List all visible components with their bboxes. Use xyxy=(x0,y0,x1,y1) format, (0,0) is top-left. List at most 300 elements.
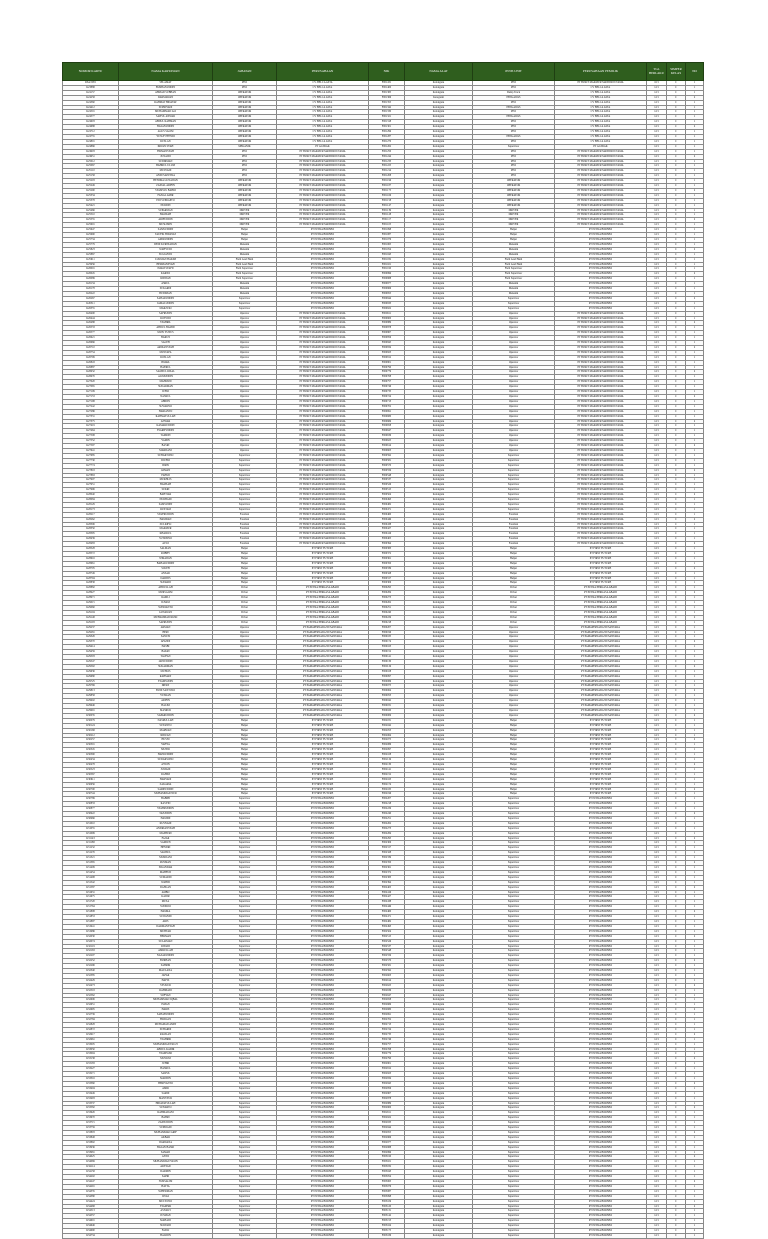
table-cell: C xyxy=(667,630,686,635)
table-cell: C xyxy=(667,115,686,120)
table-cell: F002933 xyxy=(369,1121,405,1126)
table-cell: K32961 xyxy=(63,1037,119,1042)
table-cell: K33005 xyxy=(63,1042,119,1047)
table-cell: C xyxy=(667,841,686,846)
table-cell: 12/1 xyxy=(647,1155,667,1160)
table-cell: PT PUTRA BORNEO xyxy=(555,826,647,831)
table-cell: PENGAWAS xyxy=(473,115,555,120)
table-cell: Supervisor xyxy=(213,1130,277,1135)
table-cell: F003186 xyxy=(369,1233,405,1238)
table-cell: PT PUTRA PERKASA ABADI xyxy=(555,596,647,601)
table-cell: C xyxy=(667,1184,686,1189)
table-cell: RSA 0081 xyxy=(63,81,119,86)
table-cell: 12/1 xyxy=(647,444,667,449)
table-cell: C xyxy=(667,880,686,885)
table-cell: Supervisor xyxy=(473,463,555,468)
table-cell: Operator xyxy=(213,664,277,669)
table-cell: MAHADI xyxy=(119,1219,213,1224)
table-cell: 1 xyxy=(686,792,704,797)
table-cell: C xyxy=(667,1052,686,1057)
table-row xyxy=(63,130,704,135)
table-cell: C xyxy=(667,355,686,360)
table-cell: K33449 xyxy=(63,1091,119,1096)
table-cell: Operator xyxy=(213,669,277,674)
table-cell: Operator xyxy=(213,375,277,380)
table-cell: C xyxy=(667,85,686,90)
table-cell: PT PUTRA BORNEO xyxy=(277,797,369,802)
table-cell: AMBO xyxy=(119,890,213,895)
table-cell: MUSA xyxy=(119,900,213,905)
table-cell: Kalonganu xyxy=(405,311,473,316)
table-cell: PT PUTRA BORNEO xyxy=(277,287,369,292)
table-cell: MUSLIM xyxy=(119,1057,213,1062)
table-cell: Kalonganu xyxy=(405,527,473,532)
table-cell: Kalonganu xyxy=(405,1013,473,1018)
table-cell: C xyxy=(667,934,686,939)
table-cell: 12/1 xyxy=(647,699,667,704)
table-cell: 1 xyxy=(686,866,704,871)
table-cell: 1 xyxy=(686,149,704,154)
table-row xyxy=(63,689,704,694)
table-cell: 1 xyxy=(686,120,704,125)
table-cell: C xyxy=(667,998,686,1003)
table-cell: Kalonganu xyxy=(405,223,473,228)
table-cell: PT FIRST FUTURE xyxy=(555,566,647,571)
table-cell: SULAIMAN xyxy=(119,939,213,944)
table-cell: JAMALUDDIN xyxy=(119,301,213,306)
table-cell: Operator xyxy=(213,699,277,704)
table-cell: 12/1 xyxy=(647,493,667,498)
table-cell: 1 xyxy=(686,1140,704,1145)
table-cell: 1 xyxy=(686,375,704,380)
table-cell: F002097 xyxy=(369,748,405,753)
table-cell: C xyxy=(667,1018,686,1023)
table-cell: PT PAMAPERSADA NUSANTARA xyxy=(277,689,369,694)
table-cell: Kalonganu xyxy=(405,669,473,674)
table-cell: 12/1 xyxy=(647,547,667,552)
table-cell: Supervisor xyxy=(473,1067,555,1072)
table-cell: DEDI KURNIAWAN xyxy=(119,242,213,247)
table-cell: MUNIR xyxy=(119,748,213,753)
table-cell: 1 xyxy=(686,179,704,184)
table-cell: K28262 xyxy=(63,517,119,522)
table-cell: C xyxy=(667,674,686,679)
table-cell: 1 xyxy=(686,605,704,610)
table-cell: F003065 xyxy=(369,1180,405,1185)
table-cell: Supervisor xyxy=(473,493,555,498)
table-cell: CV BELCA ASTA xyxy=(555,134,647,139)
table-cell: PT BUKIT MAKMUR MANDIRI UTAMA xyxy=(555,463,647,468)
table-cell: 1 xyxy=(686,1209,704,1214)
table-cell: Kalonganu xyxy=(405,532,473,537)
table-cell: 12/1 xyxy=(647,434,667,439)
table-cell: Kalonganu xyxy=(405,316,473,321)
table-cell: PT BUKIT MAKMUR MANDIRI UTAMA xyxy=(277,429,369,434)
table-cell: ANSAR xyxy=(119,571,213,576)
table-cell: Helper xyxy=(213,233,277,238)
table-cell: 1 xyxy=(686,1111,704,1116)
table-cell: Kalonganu xyxy=(405,650,473,655)
table-cell: OPERATOR xyxy=(473,184,555,189)
table-cell: C xyxy=(667,831,686,836)
table-cell: PT PUTRA BORNEO xyxy=(277,939,369,944)
table-cell: CV BELCA ASTA xyxy=(277,134,369,139)
table-cell: Supervisor xyxy=(473,1003,555,1008)
table-cell: Kalonganu xyxy=(405,846,473,851)
table-cell: F001431 xyxy=(369,81,405,86)
table-cell: C xyxy=(667,507,686,512)
table-cell: PT PUTRA BORNEO xyxy=(555,944,647,949)
table-cell: 12/1 xyxy=(647,831,667,836)
table-cell: PT BUKIT MAKMUR MANDIRI UTAMA xyxy=(277,193,369,198)
table-cell: F000416 xyxy=(369,532,405,537)
table-cell: Kalonganu xyxy=(405,659,473,664)
table-cell: Supervisor xyxy=(213,1111,277,1116)
table-cell: K27419 xyxy=(63,424,119,429)
table-cell: 12/1 xyxy=(647,448,667,453)
table-cell: Mekanik xyxy=(473,287,555,292)
table-cell: C xyxy=(667,345,686,350)
table-cell: F002196 xyxy=(369,792,405,797)
table-cell: 12/1 xyxy=(647,949,667,954)
table-cell: F000053 xyxy=(369,694,405,699)
table-cell: K31587 xyxy=(63,885,119,890)
table-cell: Kalonganu xyxy=(405,655,473,660)
table-cell: HERI xyxy=(119,630,213,635)
table-cell: OPERATOR xyxy=(213,179,277,184)
table-row xyxy=(63,448,704,453)
table-cell: 12/1 xyxy=(647,532,667,537)
table-cell: 1 xyxy=(686,252,704,257)
table-cell: F000097 xyxy=(369,674,405,679)
table-cell: K24903 xyxy=(63,149,119,154)
table-cell: F000493 xyxy=(369,498,405,503)
table-cell: ILHAM xyxy=(119,601,213,606)
table-cell: Kalonganu xyxy=(405,959,473,964)
table-cell: Operator xyxy=(213,659,277,664)
table-cell: HARYADI xyxy=(119,777,213,782)
table-cell: 1 xyxy=(686,90,704,95)
table-cell: 1 xyxy=(686,919,704,924)
table-cell: K34468 xyxy=(63,1204,119,1209)
table-cell: Operator xyxy=(213,355,277,360)
table-cell: 1 xyxy=(686,139,704,144)
table-cell: K34424 xyxy=(63,1199,119,1204)
table-cell: K28705 xyxy=(63,566,119,571)
table-cell: Kalonganu xyxy=(405,870,473,875)
table-cell: K32119 xyxy=(63,944,119,949)
table-cell: OPERATOR xyxy=(213,105,277,110)
table-cell: K29193 xyxy=(63,620,119,625)
table-cell: 12/1 xyxy=(647,645,667,650)
table-cell: 12/1 xyxy=(647,360,667,365)
table-cell: PT PUTRA BORNEO xyxy=(555,1189,647,1194)
table-cell: PT PUTRA BORNEO xyxy=(555,841,647,846)
table-cell: 12/1 xyxy=(647,1018,667,1023)
table-cell: Kalonganu xyxy=(405,139,473,144)
table-cell: PT FIRST FUTURE xyxy=(277,566,369,571)
table-cell: Helper xyxy=(473,787,555,792)
table-cell: 1 xyxy=(686,1037,704,1042)
table-cell: 1 xyxy=(686,1219,704,1224)
table-cell: PT FIRST FUTURE xyxy=(277,581,369,586)
table-cell: C xyxy=(667,463,686,468)
table-cell: PT BUKIT MAKMUR MANDIRI UTAMA xyxy=(555,174,647,179)
table-cell: Mekanik xyxy=(213,247,277,252)
table-cell: K31853 xyxy=(63,915,119,920)
table-cell: 10/1 xyxy=(647,81,667,86)
table-cell: PT FIRST FUTURE xyxy=(555,561,647,566)
table-cell: PT PUTRA BORNEO xyxy=(555,802,647,807)
table-cell: 1 xyxy=(686,1101,704,1106)
table-cell: RAMLAN xyxy=(119,1032,213,1037)
table-cell: 12/1 xyxy=(647,1214,667,1219)
table-cell: F002174 xyxy=(369,782,405,787)
table-cell: Field Lead Hand xyxy=(213,257,277,262)
table-cell: PT PUTRA BORNEO xyxy=(277,238,369,243)
table-cell: 12/1 xyxy=(647,233,667,238)
table-cell: Kalonganu xyxy=(405,1086,473,1091)
table-row xyxy=(63,188,704,193)
table-cell: C xyxy=(667,488,686,493)
table-cell: 1 xyxy=(686,767,704,772)
table-cell: F003131 xyxy=(369,1209,405,1214)
table-row xyxy=(63,826,704,831)
table-cell: Supervisor xyxy=(213,1018,277,1023)
table-cell: F003142 xyxy=(369,1214,405,1219)
table-cell: F002812 xyxy=(369,1067,405,1072)
table-cell: Kalonganu xyxy=(405,404,473,409)
table-cell: Helper xyxy=(213,733,277,738)
table-cell: C xyxy=(667,728,686,733)
table-cell: Kalonganu xyxy=(405,615,473,620)
table-row xyxy=(63,301,704,306)
table-cell: PT PUTRA BORNEO xyxy=(555,998,647,1003)
table-cell: PT PUTRA PERKASA ABADI xyxy=(277,610,369,615)
table-cell: PEO xyxy=(213,174,277,179)
table-cell: 1 xyxy=(686,561,704,566)
table-cell: Kalonganu xyxy=(405,1233,473,1238)
table-cell: F001158 xyxy=(369,198,405,203)
table-cell: C xyxy=(667,321,686,326)
table-cell: 12/1 xyxy=(647,478,667,483)
table-cell: F002713 xyxy=(369,1023,405,1028)
table-cell: Supervisor xyxy=(473,1047,555,1052)
table-cell: MUHAMMAD RIZKI xyxy=(119,615,213,620)
table-cell: PEO xyxy=(213,159,277,164)
table-cell: 12/1 xyxy=(647,130,667,135)
table-cell: PT BUKIT MAKMUR MANDIRI UTAMA xyxy=(277,360,369,365)
table-cell: 1 xyxy=(686,223,704,228)
table-cell: DJUFRI xyxy=(119,458,213,463)
table-cell: 12/1 xyxy=(647,1165,667,1170)
table-cell: Kalonganu xyxy=(405,1194,473,1199)
table-cell: C xyxy=(667,959,686,964)
table-cell: PT PUTRA PERKASA ABADI xyxy=(277,591,369,596)
table-cell: C xyxy=(667,311,686,316)
table-cell: C xyxy=(667,944,686,949)
table-cell: SYARIFUDDIN xyxy=(119,429,213,434)
table-cell: F003021 xyxy=(369,1160,405,1165)
table-cell: F000548 xyxy=(369,473,405,478)
table-cell: 12/1 xyxy=(647,635,667,640)
table-cell: Helper xyxy=(213,571,277,576)
table-cell: K30700 xyxy=(63,787,119,792)
table-cell: 1 xyxy=(686,110,704,115)
table-cell: AMRULLAH xyxy=(119,949,213,954)
table-cell: C xyxy=(667,915,686,920)
table-cell: SAIFUL ANWAR xyxy=(119,115,213,120)
table-cell: Kalonganu xyxy=(405,512,473,517)
table-cell: Kalonganu xyxy=(405,919,473,924)
table-cell: Operator xyxy=(473,311,555,316)
table-cell: Operator xyxy=(213,326,277,331)
table-cell: CV BELCA ASTA xyxy=(277,85,369,90)
table-cell: F003087 xyxy=(369,1189,405,1194)
table-cell: Supervisor xyxy=(473,144,555,149)
table-cell: Kalonganu xyxy=(405,184,473,189)
table-cell: PT PUTRA PERKASA ABADI xyxy=(555,615,647,620)
table-cell: ARIFUDDIN xyxy=(119,218,213,223)
table-cell: C xyxy=(667,130,686,135)
table-cell: PT PAMAPERSADA NUSANTARA xyxy=(277,640,369,645)
table-cell: K25601 xyxy=(63,223,119,228)
table-cell: F000955 xyxy=(369,291,405,296)
table-cell: Supervisor xyxy=(213,1155,277,1160)
table-cell: 12/1 xyxy=(647,414,667,419)
table-cell: KAMARUDDIN xyxy=(119,424,213,429)
table-cell: F000867 xyxy=(369,331,405,336)
table-cell: K26355 xyxy=(63,306,119,311)
table-cell: Supervisor xyxy=(473,502,555,507)
table-row xyxy=(63,414,704,419)
table-cell: C xyxy=(667,238,686,243)
table-cell: 2 xyxy=(686,1081,704,1086)
table-cell: PT PUTRA BORNEO xyxy=(277,1042,369,1047)
table-cell: 12/1 xyxy=(647,969,667,974)
table-cell: C xyxy=(667,1057,686,1062)
table-cell: HAMIDI xyxy=(119,816,213,821)
table-cell: Kalonganu xyxy=(405,954,473,959)
table-cell: Supervisor xyxy=(473,306,555,311)
table-cell: MUHLIS xyxy=(119,669,213,674)
table-cell: Kalonganu xyxy=(405,424,473,429)
table-row xyxy=(63,331,704,336)
table-cell: 1 xyxy=(686,326,704,331)
table-cell: Operator xyxy=(473,331,555,336)
table-cell: C xyxy=(667,699,686,704)
table-cell: PT PUTRA BORNEO xyxy=(277,1101,369,1106)
table-cell: PT PUTRA BORNEO xyxy=(277,1076,369,1081)
table-cell: PT BUKIT MAKMUR MANDIRI UTAMA xyxy=(277,512,369,517)
table-cell: Kalonganu xyxy=(405,360,473,365)
table-cell: F000405 xyxy=(369,537,405,542)
table-cell: ANDRIANSYAH xyxy=(119,826,213,831)
table-cell: 12/1 xyxy=(647,238,667,243)
table-cell: PT FIRST FUTURE xyxy=(277,571,369,576)
table-cell: C xyxy=(667,875,686,880)
table-row xyxy=(63,512,704,517)
table-cell: Kalonganu xyxy=(405,866,473,871)
table-cell: PT PUTRA BORNEO xyxy=(277,821,369,826)
table-cell: F002691 xyxy=(369,1013,405,1018)
table-cell: PT PUTRA BORNEO xyxy=(555,1037,647,1042)
table-cell: K30035 xyxy=(63,713,119,718)
table-cell: F000724 xyxy=(369,395,405,400)
table-cell: PT PAMAPERSADA NUSANTARA xyxy=(555,689,647,694)
table-cell: 1 xyxy=(686,625,704,630)
table-cell: C xyxy=(667,1175,686,1180)
table-cell: Supervisor xyxy=(213,1199,277,1204)
table-cell: C xyxy=(667,233,686,238)
table-cell: PT FIRST FUTURE xyxy=(277,743,369,748)
table-cell: C xyxy=(667,478,686,483)
table-cell: 12/1 xyxy=(647,193,667,198)
table-cell: PT BUKIT MAKMUR MANDIRI UTAMA xyxy=(277,218,369,223)
table-cell: Kalonganu xyxy=(405,434,473,439)
table-cell: 1 xyxy=(686,409,704,414)
table-cell: IMAM SYAFII xyxy=(119,267,213,272)
table-cell: C xyxy=(667,1003,686,1008)
table-cell: PT BUKIT MAKMUR MANDIRI UTAMA xyxy=(277,164,369,169)
table-cell: 12/1 xyxy=(647,1189,667,1194)
table-cell: 1 xyxy=(686,547,704,552)
table-cell: 12/1 xyxy=(647,762,667,767)
table-cell: 1 xyxy=(686,993,704,998)
table-cell: 1 xyxy=(686,924,704,929)
table-cell: 2 xyxy=(686,296,704,301)
table-cell: 1 xyxy=(686,130,704,135)
table-cell: 1 xyxy=(686,267,704,272)
table-cell: PT BUKIT MAKMUR MANDIRI UTAMA xyxy=(277,399,369,404)
table-cell: 1 xyxy=(686,1013,704,1018)
table-cell: PT BUKIT MAKMUR MANDIRI UTAMA xyxy=(555,311,647,316)
table-cell: 12/1 xyxy=(647,704,667,709)
table-cell: K30390 xyxy=(63,753,119,758)
table-cell: PT PUTRA BORNEO xyxy=(555,1008,647,1013)
table-cell: Foreman xyxy=(213,527,277,532)
table-cell: 12/1 xyxy=(647,576,667,581)
table-cell: K26887 xyxy=(63,365,119,370)
table-cell: 12/1 xyxy=(647,924,667,929)
table-cell: F000460 xyxy=(369,512,405,517)
table-cell: C xyxy=(667,1229,686,1234)
table-cell: F002350 xyxy=(369,861,405,866)
table-cell: 12/1 xyxy=(647,1233,667,1238)
table-cell: F003164 xyxy=(369,1224,405,1229)
table-cell: K32163 xyxy=(63,949,119,954)
table-cell: F000086 xyxy=(369,679,405,684)
table-row xyxy=(63,120,704,125)
table-cell: 1 xyxy=(686,973,704,978)
table-cell: Supervisor xyxy=(473,1027,555,1032)
table-cell: K31675 xyxy=(63,895,119,900)
table-cell: Kalonganu xyxy=(405,561,473,566)
table-cell: Kalonganu xyxy=(405,159,473,164)
table-cell: K27641 xyxy=(63,448,119,453)
table-cell: Supervisor xyxy=(213,493,277,498)
table-cell: PT PUTRA BORNEO xyxy=(555,856,647,861)
table-cell: PEO xyxy=(213,164,277,169)
table-cell: C xyxy=(667,502,686,507)
table-cell: PT PUTRA PERKASA ABADI xyxy=(277,596,369,601)
table-cell: Kalonganu xyxy=(405,777,473,782)
table-cell: WARDANA xyxy=(119,1140,213,1145)
table-cell: 12/1 xyxy=(647,988,667,993)
table-cell: Kalonganu xyxy=(405,1165,473,1170)
table-cell: Supervisor xyxy=(473,1126,555,1131)
table-row xyxy=(63,385,704,390)
